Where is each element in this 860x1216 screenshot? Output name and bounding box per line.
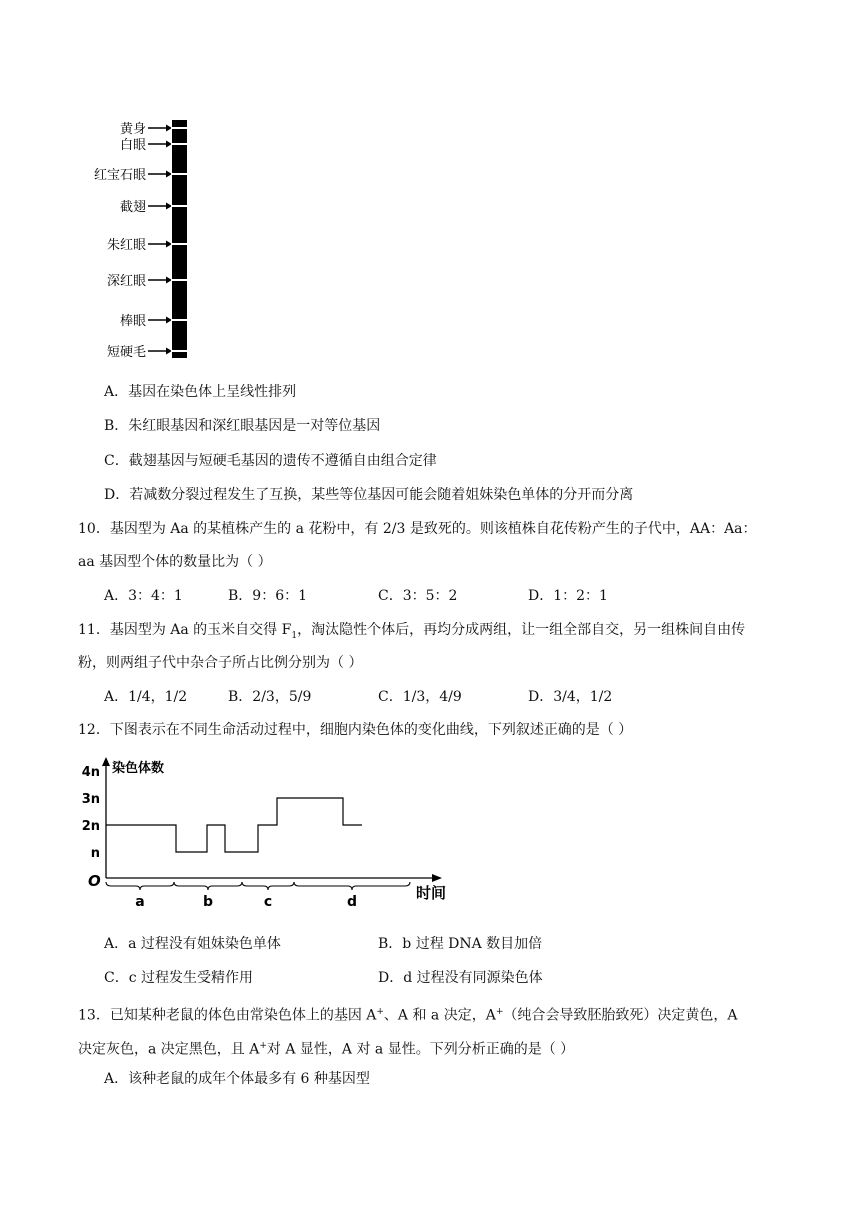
q12-option-d: D．d 过程没有同源染色体	[378, 970, 543, 986]
q11-stem-line1	[78, 620, 745, 646]
y-tick-label: 4n	[81, 765, 100, 780]
q9-option-d: D．若减数分裂过程发生了互换，某些等位基因可能会随着姐妹染色单体的分开而分离	[104, 487, 634, 503]
gene-locus-band	[171, 319, 188, 321]
q13-sup-2: +	[495, 1007, 504, 1017]
q13-text-1: 13．已知某种老鼠的体色由常染色体上的基因 A	[78, 1007, 377, 1024]
chromosome-figure	[80, 116, 210, 366]
x-axis-label: 时间	[416, 884, 447, 902]
gene-locus-band	[171, 173, 188, 175]
q12-option-c: C．c 过程发生受精作用	[104, 970, 254, 986]
gene-locus-band	[171, 205, 188, 207]
gene-label: 红宝石眼	[93, 168, 146, 183]
q10-option-b: B．9：6：1	[228, 588, 308, 604]
phase-label: c	[263, 894, 273, 910]
gene-label: 深红眼	[106, 274, 146, 289]
origin-label: O	[88, 872, 101, 890]
chromosome-step-line	[106, 798, 362, 852]
q9-option-a: A．基因在染色体上呈线性排列	[104, 384, 297, 400]
y-tick-label: 3n	[81, 792, 100, 807]
q11-option-c: C．1/3，4/9	[378, 689, 462, 705]
q11-stem-text-2: ，淘汰隐性个体后，再均分成两组，让一组全部自交，另一组株间自由传	[297, 622, 746, 638]
q9-option-c: C．截翅基因与短硬毛基因的遗传不遵循自由组合定律	[104, 453, 437, 469]
q11-stem-text: 11．基因型为 Aa 的玉米自交得 F	[78, 622, 292, 638]
q11-subscript: 1	[291, 630, 298, 641]
gene-locus-band	[171, 279, 188, 281]
y-axis-arrow-icon	[102, 757, 110, 766]
q12-option-b: B．b 过程 DNA 数目加倍	[378, 936, 543, 952]
q13-text-3: （纯合会导致胚胎致死）决定黄色，A	[503, 1007, 738, 1024]
chromosome-count-chart	[76, 754, 466, 924]
gene-label: 朱红眼	[106, 238, 146, 253]
q13-option-a: A．该种老鼠的成年个体最多有 6 种基因型	[104, 1071, 370, 1087]
y-tick-label: n	[90, 846, 100, 861]
gene-label: 短硬毛	[106, 345, 146, 360]
phase-label: a	[135, 894, 145, 910]
q13-sup-1: +	[376, 1007, 384, 1017]
q11-stem-line2: 粉，则两组子代中杂合子所占比例分别为（ ）	[78, 655, 363, 671]
gene-label: 棒眼	[119, 314, 146, 329]
phase-brace	[174, 882, 242, 890]
q12-stem: 12．下图表示在不同生命活动过程中，细胞内染色体的变化曲线，下列叙述正确的是（ ）	[78, 722, 633, 738]
chromosome-bar	[172, 120, 187, 358]
gene-locus-band	[171, 127, 188, 129]
q10-stem-line2: aa 基因型个体的数量比为（ ）	[78, 554, 272, 570]
q13-stem-line2	[78, 1036, 574, 1060]
y-tick-label: 2n	[81, 819, 100, 834]
q13-text-2: 、A 和 a 决定，A	[383, 1007, 496, 1024]
q12-option-a: A．a 过程没有姐妹染色单体	[104, 936, 281, 952]
phase-brace	[106, 882, 174, 890]
gene-label: 截翅	[119, 200, 146, 215]
q10-stem-line1: 10．基因型为 Aa 的某植株产生的 a 花粉中，有 2/3 是致死的。则该植株自花传粉产生的子代中，AA：Aa：	[78, 521, 757, 537]
q10-option-c: C．3：5：2	[378, 588, 458, 604]
q10-option-a: A．3：4：1	[104, 588, 183, 604]
gene-locus-band	[171, 243, 188, 245]
gene-label: 白眼	[119, 138, 146, 153]
q13-stem-line1	[78, 1002, 738, 1026]
q9-option-b: B．朱红眼基因和深红眼基因是一对等位基因	[104, 418, 381, 434]
y-axis-label: 染色体数	[112, 761, 165, 776]
phase-brace	[294, 882, 410, 890]
gene-locus-band	[171, 350, 188, 352]
x-axis-arrow-icon	[432, 874, 442, 882]
q11-option-d: D．3/4，1/2	[528, 689, 613, 705]
gene-locus-band	[171, 143, 188, 145]
phase-brace	[242, 882, 294, 890]
gene-label: 黄身	[119, 122, 146, 137]
q13-text-4: 决定灰色，a 决定黑色，且 A	[78, 1041, 260, 1058]
phase-label: d	[346, 894, 358, 910]
q13-sup-3: +	[259, 1041, 267, 1051]
q11-option-a: A．1/4，1/2	[104, 689, 188, 705]
q13-text-5: 对 A 显性，A 对 a 显性。下列分析正确的是（ ）	[266, 1041, 575, 1058]
q10-option-d: D．1：2：1	[528, 588, 608, 604]
phase-label: b	[202, 894, 214, 910]
q11-option-b: B．2/3，5/9	[228, 689, 312, 705]
